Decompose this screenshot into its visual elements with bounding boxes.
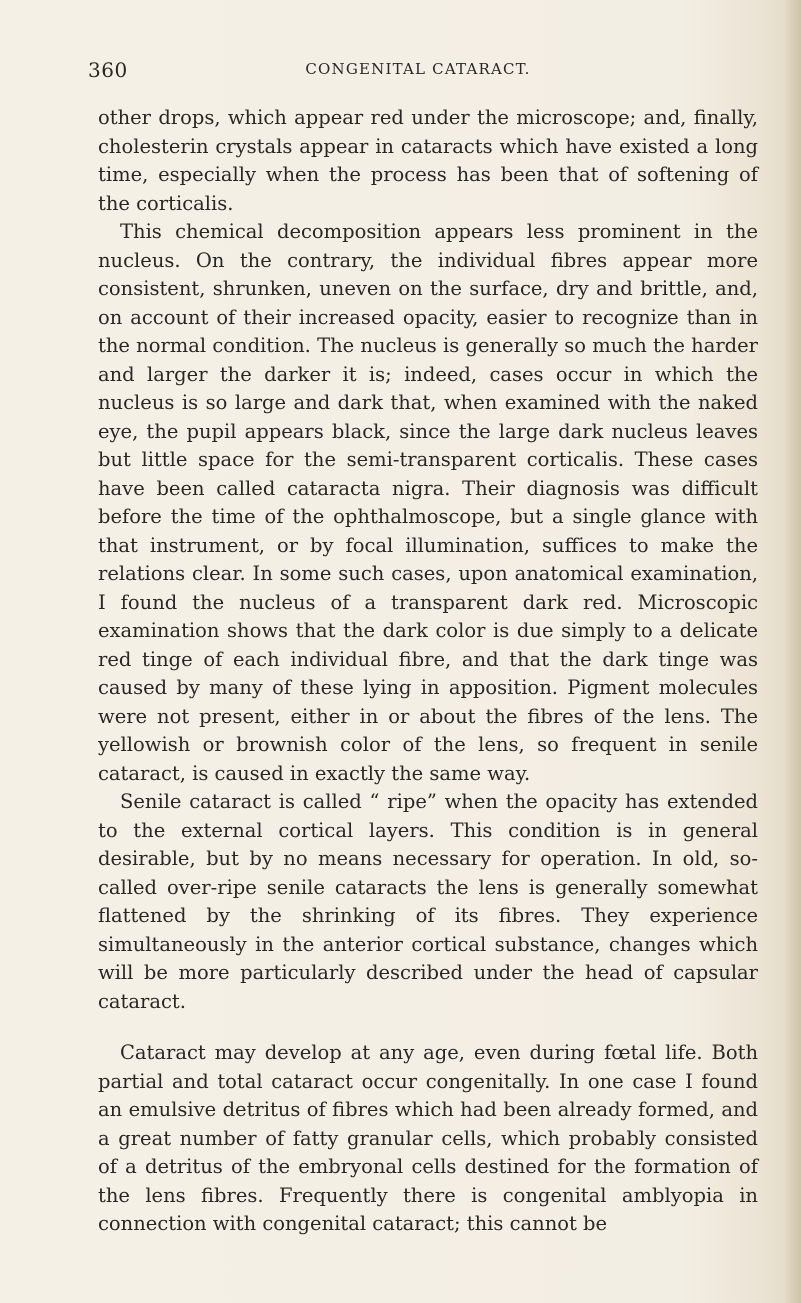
paragraph-congenital-cataract: Cataract may develop at any age, even during fœtal life. Both partial and total cataract occur congenitally. In one case I found an emulsive detritus of fibres which had been already formed, and a great number of fatty granular cells, which probably consisted of a detritus of the embryonal cells destined for the formation of the lens fibres. Frequently there is congenital amblyopia in connection with congenital cataract; this cannot be: [98, 1041, 758, 1235]
page-edge-shadow: [783, 0, 801, 1303]
page-number: 360: [88, 58, 128, 82]
running-title: CONGENITAL CATARACT.: [305, 60, 531, 78]
body-text: [98, 104, 758, 1239]
paragraph-nucleus: This chemical decomposition appears less prominent in the nucleus. On the contrary, the individual fibres appear more consistent, shrunken, uneven on the surface, dry and brittle, and, on account of their increased opacity, easier to recognize than in the normal condition. The nucleus is generally so much the harder and larger the darker it is; indeed, cases occur in which the nucleus is so large and dark that, when examined with the naked eye, the pupil appears black, since the large dark nucleus leaves but little space for the semi-transparent corticalis. These cases have been called cataracta nigra. Their diagnosis was difficult before the time of the ophthalmoscope, but a single glance with that instrument, or by focal illumination, suffices to make the relations clear. In some such cases, upon anatomical examination, I found the nucleus of a transparent dark red. Microscopic examination shows that the dark color is due simply to a delicate red tinge of each individual fibre, and that the dark tinge was caused by many of these lying in apposition. Pigment molecules were not present, either in or about the fibres of the lens. The yellowish or brownish color of the lens, so frequent in senile cataract, is caused in exactly the same way.: [98, 220, 758, 785]
paragraph-continuation: other drops, which appear red under the microscope; and, finally, cholesterin crystals appear in cataracts which have existed a long time, especially when the process has been that of softening of the corticalis.: [98, 106, 758, 215]
page-header: [88, 58, 748, 84]
paragraph-senile-cataract: Senile cataract is called “ ripe” when the opacity has extended to the external cortical layers. This condition is in general desirable, but by no means necessary for operation. In old, so-called over-ripe senile cataracts the lens is generally somewhat flattened by the shrinking of its fibres. They experience simultaneously in the anterior cortical substance, changes which will be more particularly described under the head of capsular cataract.: [98, 790, 758, 1013]
